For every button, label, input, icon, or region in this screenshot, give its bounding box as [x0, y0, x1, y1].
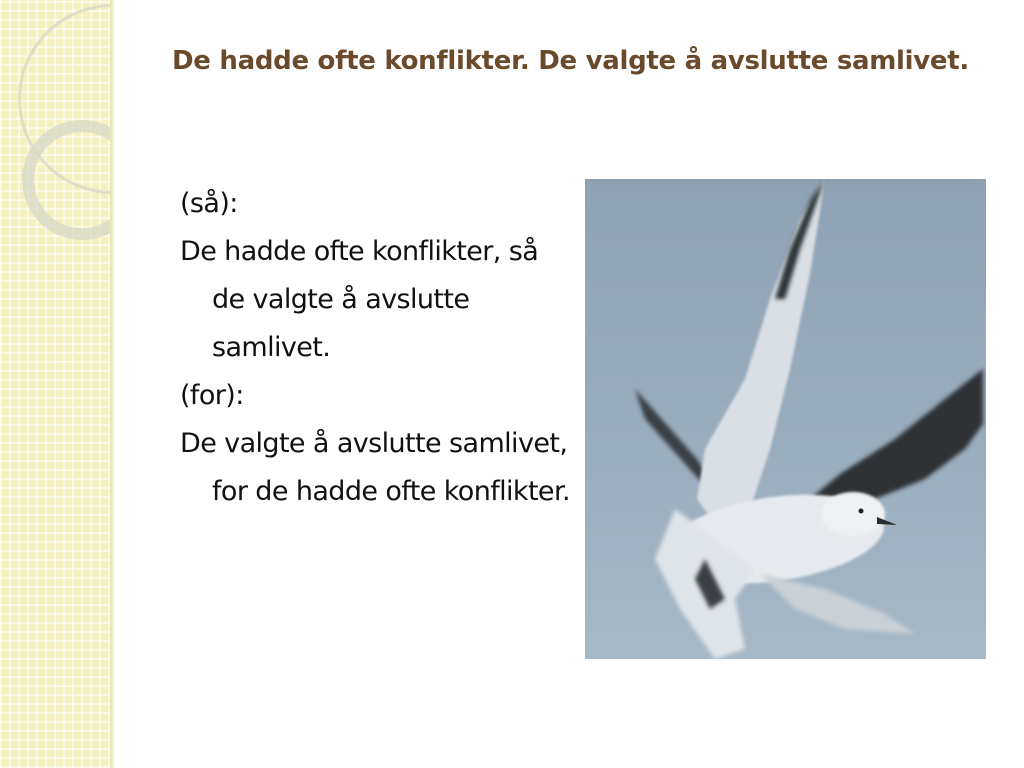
- seagull-photo: [585, 179, 986, 659]
- right-wing: [810, 369, 983, 514]
- label-sa: (så):: [180, 188, 238, 219]
- slide-title: De hadde ofte konflikter. De valgte å avslutte samlivet.: [172, 46, 969, 76]
- slide-body: [180, 180, 570, 516]
- lower-wing: [760, 574, 915, 634]
- gull-beak: [877, 517, 897, 525]
- sentence-for: De valgte å avslutte samlivet, for de hadde ofte konflikter.: [180, 428, 570, 507]
- seagull-illustration: [585, 179, 986, 659]
- label-for: (for):: [180, 380, 244, 411]
- sentence-sa: De hadde ofte konflikter, så de valgte å avslutte samlivet.: [180, 236, 539, 363]
- gull-head: [821, 492, 885, 536]
- side-edge: [110, 0, 114, 768]
- back-wing: [635, 389, 710, 484]
- gull-eye: [859, 509, 864, 514]
